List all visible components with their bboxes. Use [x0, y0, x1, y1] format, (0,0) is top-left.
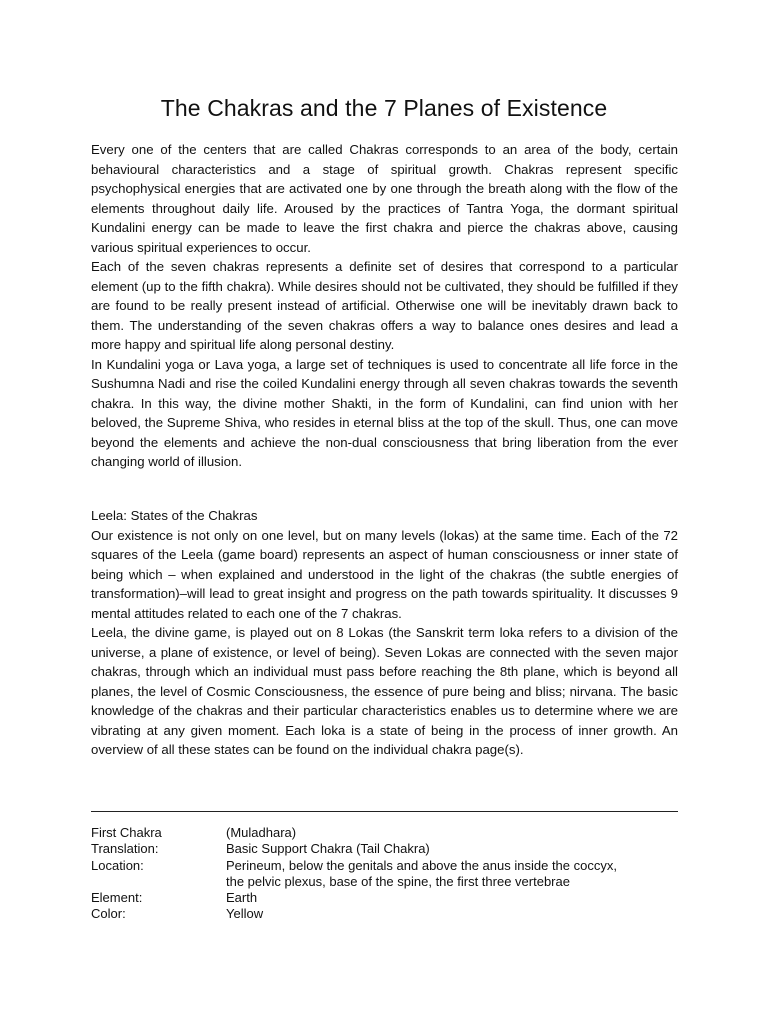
- fact-row-location: [91, 858, 678, 874]
- fact-label: Location:: [91, 857, 144, 873]
- fact-row-element: [91, 890, 678, 906]
- intro-paragraph: In Kundalini yoga or Lava yoga, a large set of techniques is used to concentrate all life force in the Sushumna Nadi and rise the coiled Kundalini energy through all seven chakras towards the seventh chakra. In this way, the divine mother Shakti, in the form of Kundalini, can find union with her beloved, the Supreme Shiva, who resides in eternal bliss at the top of the skull. Thus, one can move beyond the elements and achieve the non-dual consciousness that bring liberation from the ever changing world of illusion.: [91, 356, 678, 469]
- fact-value: Earth: [226, 890, 258, 906]
- leela-section-heading: Leela: States of the Chakras: [91, 508, 258, 523]
- intro-paragraph: Every one of the centers that are called Chakras corresponds to an area of the body, certain behavioural characteristics and a stage of spiritual growth. Chakras represent specific psychophysical energies that are activated one by one through the breath along with the flow of the elements throughout daily life. Aroused by the practices of Tantra Yoga, the dormant spiritual Kundalini energy can be made to leave the first chakra and pierce the chakras above, causing various spiritual experiences to occur.: [91, 142, 678, 255]
- fact-value: (Muladhara): [226, 825, 297, 840]
- fact-label: Element:: [91, 890, 143, 906]
- fact-value: the pelvic plexus, base of the spine, the first three vertebrae: [226, 873, 570, 889]
- fact-label: Color:: [91, 906, 126, 922]
- fact-row-location-continued: [91, 874, 678, 890]
- fact-label: First Chakra: [91, 825, 162, 840]
- fact-row-color: [91, 906, 678, 922]
- leela-paragraph: Leela, the divine game, is played out on 8 Lokas (the Sanskrit term loka refers to a division of the universe, a plane of existence, or level of being). Seven Lokas are connected with the seven major chakras, through which an individual must pass before reaching the 8th plane, which is beyond all planes, the level of Cosmic Consciousness, the essence of pure being and bliss; nirvana. The basic knowledge of the chakras and their particular characteristics enables us to determine where we are vibrating at any given moment. Each loka is a state of being in the process of inner growth. An overview of all these states can be found on the individual chakra page(s).: [91, 625, 678, 757]
- page-title: The Chakras and the 7 Planes of Existence: [160, 95, 608, 121]
- leela-paragraph: Our existence is not only on one level, but on many levels (lokas) at the same time. Each of the 72 squares of the Leela (game board) represents an aspect of human consciousness or inner state of being which – when explained and understood in the light of the chakras (the subtle energies of transformation)–will lead to great insight and progress on the path towards spirituality. It discusses 9 mental attitudes related to each one of the 7 chakras.: [91, 527, 678, 621]
- fact-value: Perineum, below the genitals and above the anus inside the coccyx,: [226, 857, 617, 873]
- fact-row-name: [91, 825, 678, 841]
- section-divider: [91, 811, 678, 812]
- fact-label: [91, 874, 226, 890]
- first-chakra-facts: [91, 825, 678, 923]
- intro-paragraph: Each of the seven chakras represents a definite set of desires that correspond to a particular element (up to the fifth chakra). While desires should not be cultivated, they should be fulfilled if they are found to be really present instead of artificial. Otherwise one will be inevitably drawn back to them. The understanding of the seven chakras offers a way to balance ones desires and lead a more happy and spiritual life along personal destiny.: [91, 259, 678, 352]
- intro-section: [91, 140, 678, 472]
- fact-value: Basic Support Chakra (Tail Chakra): [226, 841, 430, 857]
- fact-row-translation: [91, 841, 678, 857]
- fact-label: Translation:: [91, 841, 159, 857]
- fact-value: Yellow: [226, 906, 264, 922]
- leela-section: [91, 526, 678, 760]
